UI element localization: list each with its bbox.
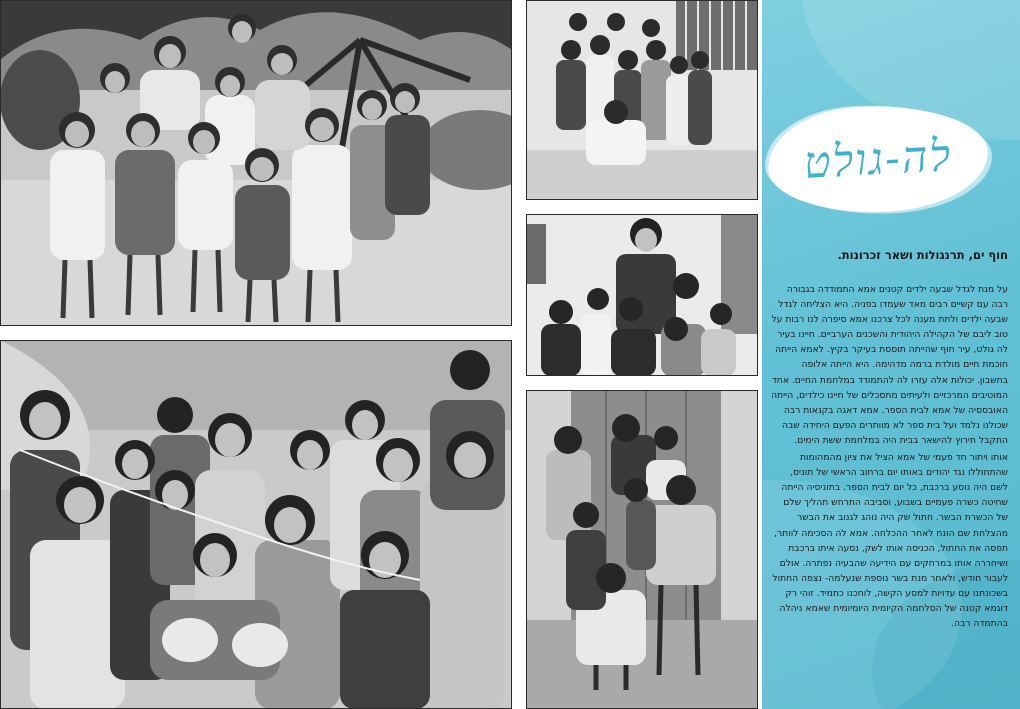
memoir-body-text — [770, 282, 1008, 633]
family-indoor-photo — [526, 214, 758, 376]
page-subtitle: חוף ים, תרנגולות ושאר זכרונות. — [837, 248, 1008, 262]
photo-illustration — [526, 214, 758, 376]
photo-illustration — [0, 0, 512, 326]
photo-illustration — [0, 340, 512, 709]
photo-illustration — [526, 390, 758, 709]
children-courtyard-photo — [526, 0, 758, 200]
group-with-chickens-photo — [0, 340, 512, 709]
children-palm-tree-photo — [0, 0, 512, 326]
body-paragraph: על מנת לגדל שבעה ילדים קטנים אמא התמודדה בגבורה רבה עם קשיים רבים מאד שעמדו בפניה. היא הצליחה לגדל שבעה ילדים ולתת מענה לכל צרכנו אמא סיפרה לנו רבות על טוב ליבם של הקהילה היהודית והשכנים הערביים. חיינו בעיר לה גולט, עיר חוף שהייתה תוססת בעיקר בקיץ. לאמא הייתה חוכמת חיים מולדת ברמה מדהימה. היא הייתה אלופה בחשבון. יכולות אלה עזרו לה להתמודד במלחמת החיים. אחד המוטיבים המרכזיים ולעיתים מתסכלים של חיינו כילדים, הייתה האובססיה של אמא לבית הספר. אמא דאגה בקנאות רבה שכולנו נלמד ועל בית ספר לא מוותרים הפעם היחידה שבה התקבל תירוץ להישאר בבית היה במלחמת ששת הימים. — [771, 284, 1008, 446]
photo-illustration — [526, 0, 758, 200]
children-by-door-photo — [526, 390, 758, 709]
body-paragraph: אותו ויתור חד פעמי של אמא הציל את ציון מהמהומות שהתחוללו נגד יהודים באותו יום ברחוב הראשי של תוניס, לשם היה נוסע ברכבת, כל יום לבית הספר. בתוניסיה הייתה שחיטה כשרה פעמיים בשבוע, וסביבה התרחש תהליך שלם של הכשרת הבשר. חתול שק היה נוהג לגנוב את הבשר מהצלחת שם הונח לאחר ההכלחה. אמא לה הסכימה לוותר, תפסה את החתול, הכניסה אותו לשק, נסעה איתו ברכבת ושיחררה אותו במרחקים עם הידיעה שהבעיה נפתרה. אולם לעבור חודש, ולאחר מנת בשר נוספת שנעלמה- נצפה החתול בשכונתנו עם עדויות למסע הקשה, לוחכנו כתמיד. זוהי רק דוגמא קטנה של הסלחמה הקיומית היומיומית שאמא ניהלה בהתמדה רבה. — [772, 452, 1008, 630]
page-title: לה-גולט — [802, 129, 954, 189]
